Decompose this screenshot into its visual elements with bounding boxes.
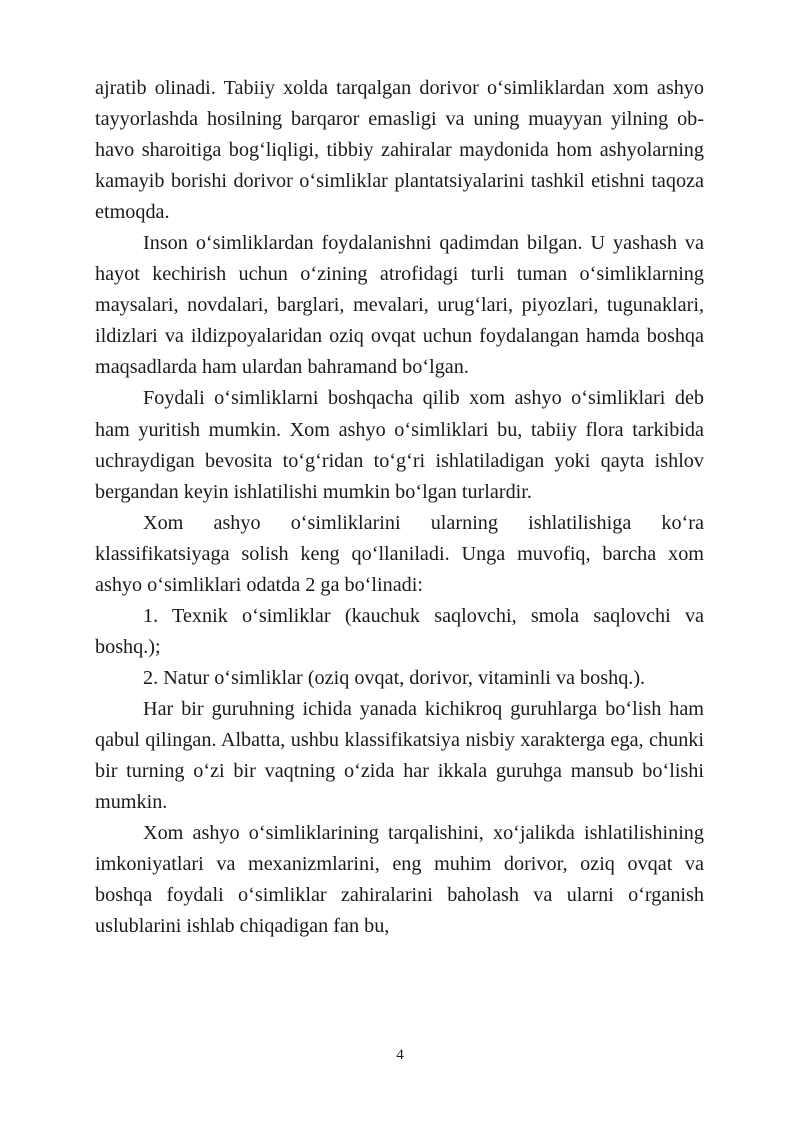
page-number: 4 — [396, 1047, 404, 1063]
paragraph-4: Xom ashyo o‘simliklarini ularning ishlatilishiga ko‘ra klassifikatsiyaga solish keng qo‘llaniladi. Unga muvofiq, barcha xom ashyo o‘simliklari odatda 2 ga bo‘linadi: — [95, 511, 704, 596]
paragraph-5: Har bir guruhning ichida yanada kichikroq guruhlarga bo‘lish ham qabul qilingan. Albatta, ushbu klassifikatsiya nisbiy xarakterga ega, chunki bir turning o‘zi bir vaqtning o‘zida har ikkala guruhga mansub bo‘lishi mumkin. — [95, 697, 704, 814]
paragraph-6: Xom ashyo o‘simliklarining tarqalishini, xo‘jalikda ishlatilishining imkoniyatlari va mexanizmlarini, eng muhim dorivor, oziq ovqat va boshqa foydali o‘simliklar zahiralarini baholash va ularni o‘rganish uslublarini ishlab chiqadigan fan bu, — [95, 822, 704, 938]
list-item-1: 1. Texnik o‘simliklar (kauchuk saqlovchi, smola saqlovchi va boshq.); — [95, 604, 704, 658]
document-body — [95, 73, 704, 942]
paragraph-3: Foydali o‘simliklarni boshqacha qilib xom ashyo o‘simliklari deb ham yuritish mumkin. Xom ashyo o‘simliklari bu, tabiiy flora tarkibida uchraydigan bevosita to‘g‘ridan to‘g‘ri ishlatiladigan yoki qayta ishlov bergandan keyin ishlatilishi mumkin bo‘lgan turlardir. — [95, 387, 704, 503]
paragraph-1: ajratib olinadi. Tabiiy xolda tarqalgan dorivor o‘simliklardan xom ashyo tayyorlashda hosilning barqaror emasligi va uning muayyan yilning ob-havo sharoitiga bog‘liqligi, tibbiy zahiralar maydonida hom ashyolarning kamayib borishi dorivor o‘simliklar plantatsiyalarini tashkil etishni taqoza etmoqda. — [95, 77, 704, 224]
paragraph-2: Inson o‘simliklardan foydalanishni qadimdan bilgan. U yashash va hayot kechirish uchun o‘zining atrofidagi turli tuman o‘simliklarning maysalari, novdalari, barglari, mevalari, urug‘lari, piyozlari, tugunaklari, ildizlari va ildizpoyalaridan oziq ovqat uchun foydalangan hamda boshqa maqsadlarda ham ulardan bahramand bo‘lgan. — [95, 232, 704, 379]
list-item-2: 2. Natur o‘simliklar (oziq ovqat, dorivor, vitaminli va boshq.). — [143, 666, 646, 689]
